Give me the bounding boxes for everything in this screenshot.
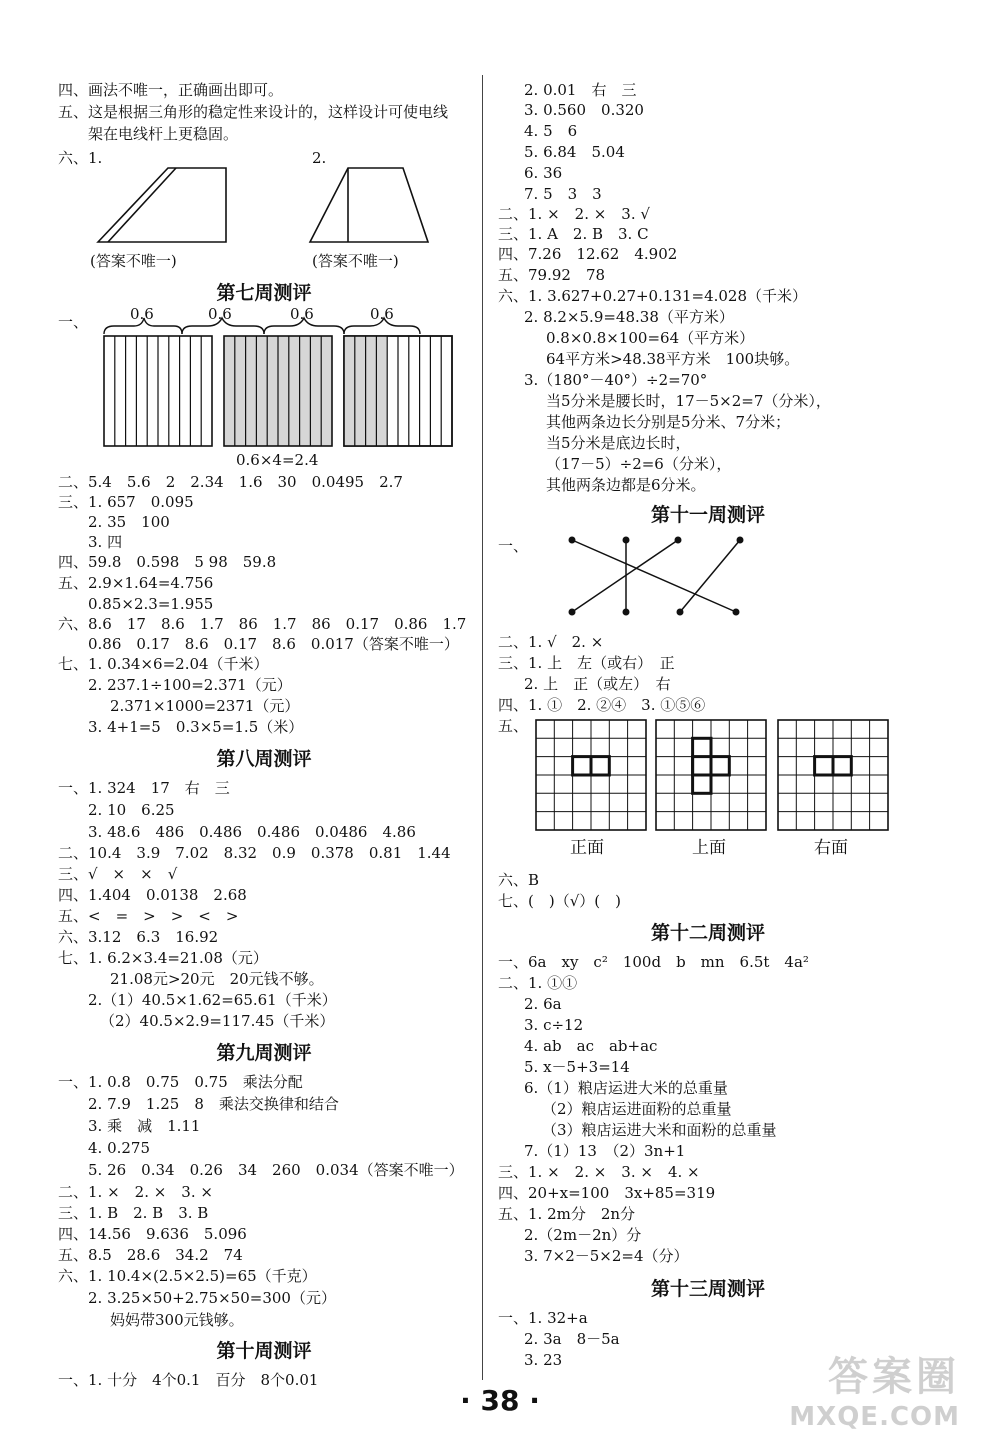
answer-line: 2. 6a [524,995,562,1013]
watermark-logo [740,1345,960,1430]
answer-line: （17－5）÷2=6（分米）， [546,455,732,473]
week13-title: 第十三周测评 [650,1278,765,1300]
answer-line: 四、14.56 9.636 5.096 [58,1225,247,1243]
page-number: · 38 · [460,1384,540,1417]
matching-lines-figure [498,528,918,628]
match-line [572,540,678,612]
answer-line: 三、1. 上 左（或右） 正 [498,654,675,672]
answer-line: 其他两条边都是6分米。 [546,476,706,494]
grid-equation: 0.6×4=2.4 [236,451,319,469]
answer-line: 一、1. 32+a [498,1309,588,1327]
fig-label-1: 六、1. [58,149,103,167]
answer-line: 3. 23 [524,1351,563,1369]
fig-label-2: 2. [312,149,327,167]
grid-top [656,720,766,830]
answer-line: 6. 36 [524,164,563,182]
answer-line: 二、1. √ 2. × [498,633,604,651]
answer-line: 0.85×2.3=1.955 [88,595,214,613]
answer-line: 七、( )（√）( ) [498,892,621,910]
answer-line: 四、1.404 0.0138 2.68 [58,886,247,904]
answer-line: 3.（180°－40°）÷2=70° [524,371,708,389]
answer-line: 其他两条边长分别是5分米、7分米； [546,413,791,431]
answer-line: 2. 0.01 右 三 [524,81,637,99]
week12-title: 第十二周测评 [650,922,765,944]
answer-line: 五、< = > > < > [58,907,239,925]
answer-line: 三、1. A 2. B 3. C [498,225,649,243]
answer-line: 四、20+x=100 3x+85=319 [498,1184,716,1202]
answer-line: 六、1. 10.4×(2.5×2.5)=65（千克） [58,1267,317,1285]
week11-title: 第十一周测评 [650,504,765,526]
week9-title: 第九周测评 [216,1042,312,1064]
answer-line: 4. 0.275 [88,1139,151,1157]
column-divider [482,75,483,1380]
answer-line: 四、59.8 0.598 5 98 59.8 [58,553,277,571]
week7-title: 第七周测评 [216,282,312,304]
answer-line: 2. 10 6.25 [88,801,175,819]
answer-line: 6.（1）粮店运进大米的总重量 [524,1079,728,1097]
caption-front: 正面 [570,838,604,858]
q1-label: 一、 [498,537,529,555]
watermark-line1: 答案圈 [828,1354,960,1400]
answer-line: 五、这是根据三角形的稳定性来设计的，这样设计可使电线 [58,103,449,121]
answer-line: 一、1. 十分 4个0.1 百分 8个0.01 [58,1371,319,1389]
answer-line: 3. 48.6 486 0.486 0.486 0.0486 4.86 [88,823,416,841]
answer-line: 7.（1）13 （2）3n+1 [524,1142,686,1160]
answer-line: 当5分米是腰长时，17－5×2=7（分米）， [546,392,831,410]
fig-caption-2: (答案不唯一) [312,252,399,270]
answer-line: 六、B [498,871,540,889]
answer-line: 七、1. 6.2×3.4=21.08（元） [58,949,268,967]
answer-line: 一、1. 0.8 0.75 0.75 乘法分配 [58,1073,303,1091]
brace-label-1: 0.6 [130,305,154,323]
answer-line: 二、1. ①① [498,974,578,992]
answer-line: 3. c÷12 [524,1016,584,1034]
answer-line: （2）粮店运进面粉的总重量 [542,1100,732,1118]
answer-line: 2. 上 正（或左） 右 [524,675,671,693]
answer-line: 五、2.9×1.64=4.756 [58,574,214,592]
answer-line: 三、1. 657 0.095 [58,493,194,511]
grid-right [778,720,888,830]
answer-line: 0.8×0.8×100=64（平方米） [546,329,755,347]
answer-line: 64平方米>48.38平方米 100块够。 [546,350,800,368]
answer-line: 2.（1）40.5×1.62=65.61（千米） [88,991,337,1009]
answer-line: 2. 3a 8－5a [524,1330,620,1348]
answer-line: 二、1. × 2. × 3. √ [498,205,650,223]
q5-label: 五、 [498,717,529,735]
answer-line: 五、8.5 28.6 34.2 74 [58,1246,243,1264]
brace-label-4: 0.6 [370,305,394,323]
answer-line: 五、1. 2m分 2n分 [498,1205,636,1223]
view-grids-figure [498,718,918,834]
answer-line: 4. ab ac ab+ac [524,1037,658,1055]
answer-line: 四、7.26 12.62 4.902 [498,245,678,263]
answer-line: 二、1. × 2. × 3. × [58,1183,213,1201]
answer-line: 5. 6.84 5.04 [524,143,625,161]
answer-line: 架在电线杆上更稳固。 [88,125,239,143]
answer-line: 六、1. 3.627+0.27+0.131=4.028（千米） [498,287,808,305]
week10-title: 第十周测评 [216,1340,312,1362]
answer-line: 3. 4+1=5 0.3×5=1.5（米） [88,718,304,736]
answer-line: 二、10.4 3.9 7.02 8.32 0.9 0.378 0.81 1.44 [58,844,451,862]
answer-line: 四、1. ① 2. ②④ 3. ①⑤⑥ [498,696,706,714]
answer-line: 七、1. 0.34×6=2.04（千米） [58,655,269,673]
answer-line: 三、1. B 2. B 3. B [58,1204,209,1222]
answer-line: 一、6a xy c² 100d b mn 6.5t 4a² [498,953,809,971]
answer-line: 5. 26 0.34 0.26 34 260 0.034（答案不唯一） [88,1161,464,1179]
answer-line: 2. 7.9 1.25 8 乘法交换律和结合 [88,1095,339,1113]
answer-line: 四、画法不唯一，正确画出即可。 [58,81,284,99]
answer-line: 3. 0.560 0.320 [524,101,644,119]
answer-line: 2. 35 100 [88,513,170,531]
week8-title: 第八周测评 [216,748,312,770]
answer-line: 7. 5 3 3 [524,185,602,203]
q1-label: 一、 [58,313,89,331]
answer-line: 2. 8.2×5.9=48.38（平方米） [524,308,734,326]
answer-line: 当5分米是底边长时， [546,434,691,452]
answer-line: 21.08元>20元 20元钱不够。 [110,970,324,988]
decimal-grid-figure [58,306,470,466]
answer-line: 三、√ × × √ [58,865,178,883]
brace-label-3: 0.6 [290,305,314,323]
answer-line: 六、8.6 17 8.6 1.7 86 1.7 86 0.17 0.86 1.7 [58,615,467,633]
answer-line: 三、1. × 2. × 3. × 4. × [498,1163,700,1181]
answer-line: 五、79.92 78 [498,266,606,284]
cut-line-1 [108,168,176,242]
answer-line: 3. 乘 减 1.11 [88,1117,201,1135]
answer-line: 妈妈带300元钱够。 [110,1311,244,1329]
answer-line: 0.86 0.17 8.6 0.17 8.6 0.017（答案不唯一） [88,635,459,653]
watermark-line2: MXQE.COM [789,1402,960,1432]
answer-line: 一、1. 324 17 右 三 [58,779,230,797]
grid-front [536,720,646,830]
answer-line: 2.371×1000=2371（元） [110,697,300,715]
answer-line: 4. 5 6 [524,122,578,140]
answer-line: 二、5.4 5.6 2 2.34 1.6 30 0.0495 2.7 [58,473,403,491]
answer-line: 2.（2m－2n）分 [524,1226,642,1244]
answer-line: （3）粮店运进大米和面粉的总重量 [542,1121,777,1139]
trapezoid-2 [310,168,428,242]
answer-line: 3. 7×2－5×2=4（分） [524,1247,689,1265]
caption-right: 右面 [814,838,848,858]
answer-line: （2）40.5×2.9=117.45（千米） [100,1012,335,1030]
answer-line: 六、3.12 6.3 16.92 [58,928,219,946]
answer-line: 3. 四 [88,533,123,551]
caption-top: 上面 [692,838,726,858]
brace-label-2: 0.6 [208,305,232,323]
answer-line: 2. 237.1÷100=2.371（元） [88,676,292,694]
match-line [572,540,736,612]
answer-line: 5. x－5+3=14 [524,1058,630,1076]
fig-caption-1: (答案不唯一) [90,252,177,270]
answer-line: 2. 3.25×50+2.75×50=300（元） [88,1289,336,1307]
